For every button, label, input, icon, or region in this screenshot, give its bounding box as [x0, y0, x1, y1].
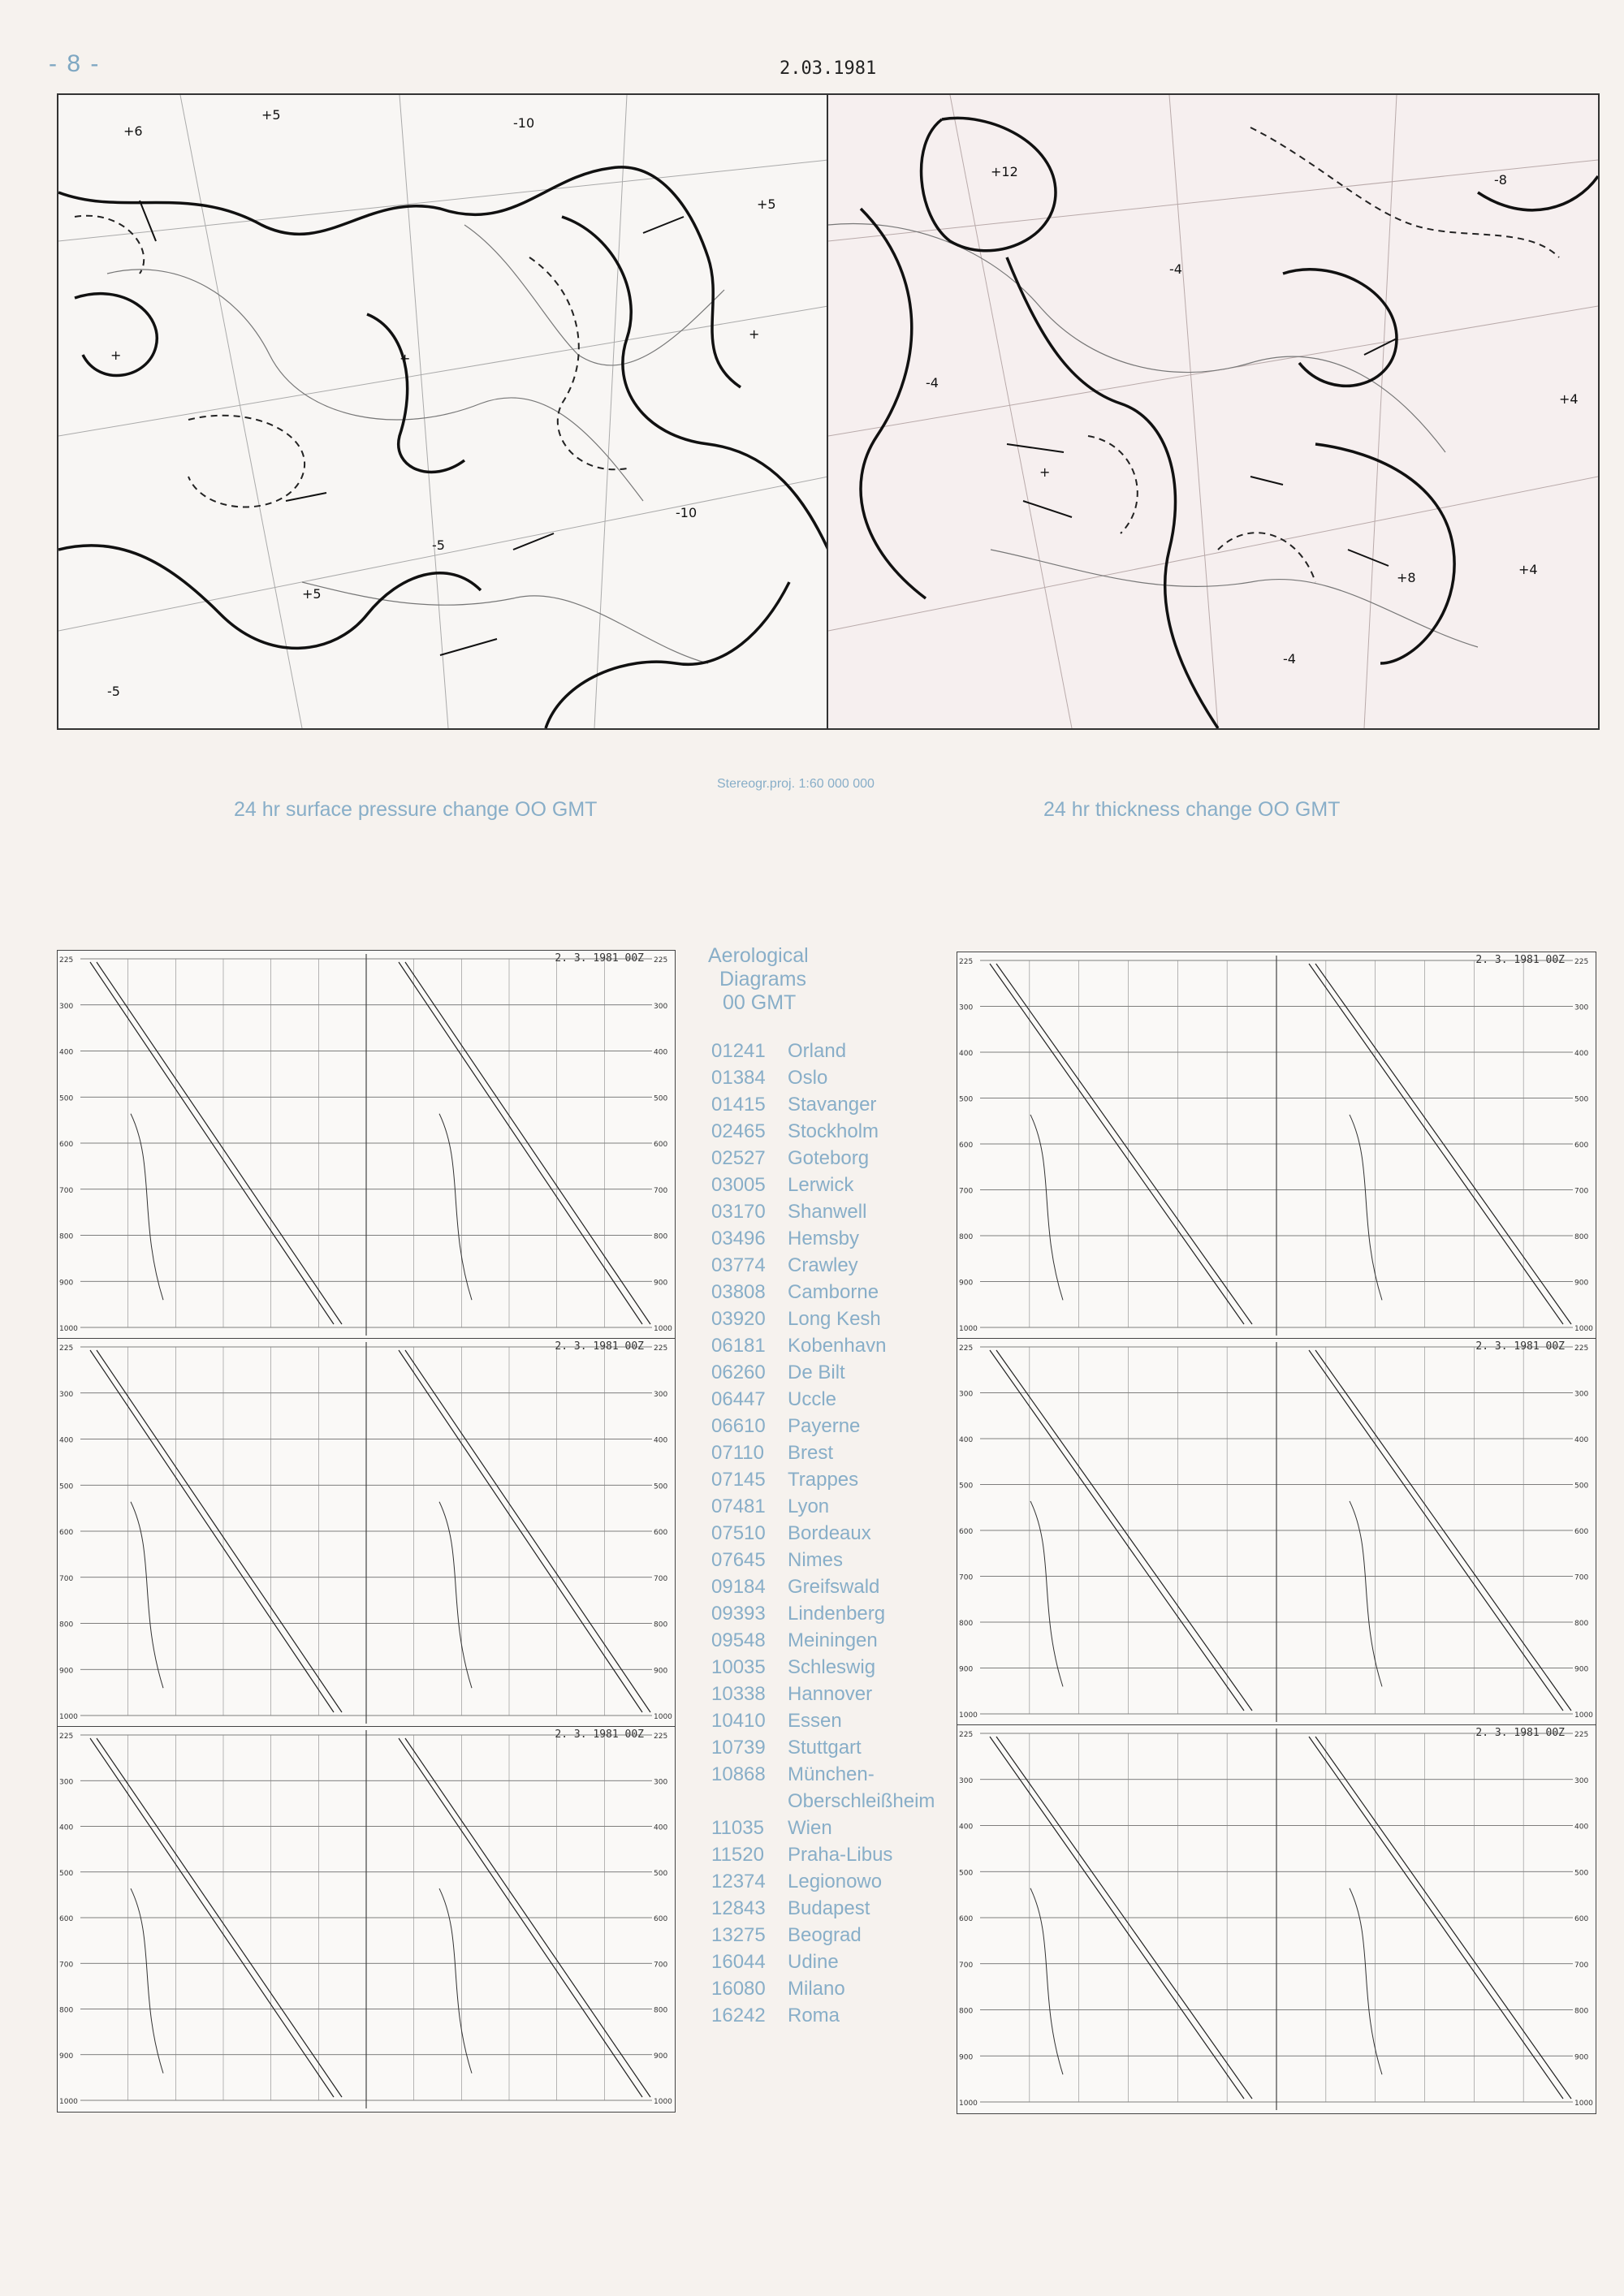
- pressure-level-label: 1000: [59, 2098, 78, 2106]
- station-code: 03170: [711, 1201, 766, 1223]
- svg-text:+4: +4: [1559, 391, 1579, 407]
- station-code: 03808: [711, 1281, 766, 1303]
- station-name: Wien: [788, 1817, 832, 1839]
- pressure-level-label: 400: [59, 1048, 74, 1057]
- dewpoint-curve: [439, 1114, 472, 1300]
- pressure-level-label: 900: [1574, 1665, 1589, 1674]
- station-name: Udine: [788, 1951, 839, 1973]
- station-name: Meiningen: [788, 1629, 878, 1651]
- station-code: 06260: [711, 1362, 766, 1383]
- dewpoint-curve: [131, 1888, 163, 2074]
- svg-text:+12: +12: [991, 164, 1018, 179]
- pressure-level-label: 1000: [959, 1711, 978, 1720]
- station-row: [711, 1547, 955, 1573]
- surface-pressure-caption: 24 hr surface pressure change OO GMT: [234, 798, 598, 821]
- station-code: 03496: [711, 1228, 766, 1249]
- pressure-level-label: 800: [654, 2006, 668, 2015]
- projection-note: Stereogr.proj. 1:60 000 000: [717, 777, 875, 791]
- page-date: 2.03.1981: [780, 58, 877, 79]
- station-code: 09184: [711, 1576, 766, 1598]
- station-row: [711, 1439, 955, 1466]
- pressure-level-label: 225: [654, 1344, 668, 1353]
- svg-text:+4: +4: [1518, 562, 1538, 577]
- pressure-level-label: 600: [1574, 1142, 1589, 1150]
- station-code: 09393: [711, 1603, 766, 1625]
- station-name: Budapest: [788, 1897, 870, 1919]
- pressure-level-label: 700: [1574, 1961, 1589, 1970]
- station-name: Trappes: [788, 1469, 859, 1491]
- pressure-level-label: 1000: [654, 1713, 672, 1721]
- pressure-level-label: 300: [1574, 1003, 1589, 1012]
- station-name: Brest: [788, 1442, 834, 1464]
- station-name: Legionowo: [788, 1871, 883, 1892]
- station-row: [711, 1359, 955, 1386]
- pressure-level-label: 500: [59, 1869, 74, 1878]
- station-code: 12843: [711, 1897, 766, 1919]
- dewpoint-curve: [439, 1888, 472, 2074]
- station-row: [711, 1654, 955, 1681]
- station-name: Greifswald: [788, 1576, 880, 1598]
- station-name: Orland: [788, 1040, 847, 1062]
- pressure-level-label: 600: [1574, 1528, 1589, 1536]
- pressure-level-label: 1000: [59, 1325, 78, 1333]
- station-row: [711, 1493, 955, 1520]
- pressure-level-label: 225: [59, 956, 74, 965]
- station-name: Lyon: [788, 1495, 830, 1517]
- legend-heading-line: Diagrams: [719, 968, 806, 990]
- svg-text:+: +: [1039, 464, 1051, 480]
- station-row: [711, 1895, 955, 1922]
- pressure-level-label: 300: [1574, 1776, 1589, 1785]
- pressure-level-label: 400: [59, 1436, 74, 1445]
- pressure-level-label: 500: [1574, 1095, 1589, 1104]
- station-name: Bordeaux: [788, 1522, 871, 1544]
- pressure-level-label: 400: [654, 1823, 668, 1832]
- dewpoint-curve: [1350, 1888, 1382, 2074]
- pressure-level-label: 900: [59, 1279, 74, 1288]
- thickness-caption: 24 hr thickness change OO GMT: [1043, 798, 1341, 821]
- pressure-level-label: 800: [654, 1232, 668, 1241]
- station-row: [711, 1279, 955, 1306]
- diagram-date-label: 2. 3. 1981 00Z: [1475, 1727, 1565, 1739]
- aerological-diagram-right-3: [957, 1724, 1596, 2114]
- pressure-level-label: 1000: [1574, 1711, 1593, 1720]
- dewpoint-curve: [1350, 1501, 1382, 1686]
- pressure-level-label: 800: [959, 1233, 974, 1241]
- aerological-diagram-left-2: [57, 1338, 676, 1728]
- pressure-level-label: 225: [654, 956, 668, 965]
- pressure-level-label: 900: [1574, 1279, 1589, 1288]
- station-row: [711, 2002, 955, 2029]
- station-name: Camborne: [788, 1281, 879, 1303]
- pressure-level-label: 700: [654, 1574, 668, 1583]
- station-code: 06181: [711, 1335, 766, 1357]
- station-row: [711, 1600, 955, 1627]
- dewpoint-curve: [131, 1502, 163, 1688]
- pressure-level-label: 700: [959, 1961, 974, 1970]
- diagram-date-label: 2. 3. 1981 00Z: [555, 1728, 644, 1741]
- pressure-level-label: 600: [654, 1915, 668, 1923]
- pressure-level-label: 900: [654, 1667, 668, 1676]
- pressure-level-label: 800: [959, 1620, 974, 1628]
- station-row: [711, 1413, 955, 1439]
- pressure-level-label: 900: [654, 2052, 668, 2061]
- pressure-level-label: 500: [959, 1869, 974, 1878]
- pressure-level-label: 700: [59, 1961, 74, 1970]
- station-code: 03005: [711, 1174, 766, 1196]
- pressure-level-label: 500: [1574, 1869, 1589, 1878]
- pressure-level-label: 300: [654, 1002, 668, 1011]
- pressure-level-label: 600: [959, 1142, 974, 1150]
- pressure-level-label: 300: [59, 1002, 74, 1011]
- pressure-level-label: 400: [59, 1823, 74, 1832]
- pressure-level-label: 900: [59, 2052, 74, 2061]
- pressure-level-label: 225: [59, 1733, 74, 1741]
- aerological-diagram-right-2: [957, 1338, 1596, 1726]
- pressure-level-label: 1000: [654, 1325, 672, 1333]
- station-name: Roma: [788, 2005, 840, 2026]
- station-row: [711, 1841, 955, 1868]
- pressure-level-label: 400: [959, 1050, 974, 1058]
- station-list: [711, 1038, 955, 2029]
- aerological-diagram-right-1: [957, 952, 1596, 1340]
- station-code: 09548: [711, 1629, 766, 1651]
- pressure-level-label: 225: [59, 1344, 74, 1353]
- pressure-level-label: 800: [59, 2006, 74, 2015]
- station-code: 06447: [711, 1388, 766, 1410]
- station-code: 07510: [711, 1522, 766, 1544]
- station-row: [711, 1386, 955, 1413]
- pressure-level-label: 800: [1574, 1233, 1589, 1241]
- pressure-level-label: 900: [959, 1279, 974, 1288]
- station-row: [711, 1225, 955, 1252]
- station-code: 07110: [711, 1442, 764, 1464]
- station-code: 16242: [711, 2005, 766, 2026]
- pressure-level-label: 600: [59, 1141, 74, 1149]
- pressure-level-label: 700: [59, 1186, 74, 1195]
- pressure-level-label: 600: [959, 1528, 974, 1536]
- station-row: [711, 1922, 955, 1949]
- station-row: [711, 1172, 955, 1198]
- dewpoint-curve: [1030, 1501, 1063, 1686]
- pressure-level-label: 600: [654, 1141, 668, 1149]
- svg-text:-5: -5: [432, 537, 445, 553]
- pressure-level-label: 600: [59, 1529, 74, 1537]
- pressure-level-label: 300: [959, 1390, 974, 1399]
- diagram-date-label: 2. 3. 1981 00Z: [1475, 1340, 1565, 1353]
- station-name: Beograd: [788, 1924, 862, 1946]
- pressure-level-label: 300: [59, 1778, 74, 1787]
- station-code: 01384: [711, 1067, 766, 1089]
- dewpoint-curve: [1350, 1115, 1382, 1300]
- pressure-level-label: 800: [959, 2007, 974, 2016]
- station-code: 16044: [711, 1951, 766, 1973]
- svg-text:+8: +8: [1397, 570, 1416, 585]
- station-name: Payerne: [788, 1415, 861, 1437]
- station-code: 06610: [711, 1415, 766, 1437]
- svg-text:+: +: [400, 351, 411, 366]
- station-name: Nimes: [788, 1549, 844, 1571]
- svg-text:+5: +5: [302, 586, 322, 602]
- pressure-level-label: 300: [959, 1003, 974, 1012]
- pressure-level-label: 500: [1574, 1482, 1589, 1491]
- station-row: [711, 1734, 955, 1761]
- svg-text:-4: -4: [1283, 651, 1296, 667]
- station-code: 10739: [711, 1737, 766, 1759]
- svg-text:-4: -4: [1169, 261, 1182, 277]
- pressure-level-label: 500: [959, 1095, 974, 1104]
- pressure-level-label: 400: [959, 1823, 974, 1832]
- station-name: Schleswig: [788, 1656, 876, 1678]
- station-name: Uccle: [788, 1388, 837, 1410]
- svg-text:+: +: [749, 326, 760, 342]
- pressure-level-label: 225: [959, 958, 974, 966]
- station-name: Praha-Libus: [788, 1844, 893, 1866]
- pressure-level-label: 500: [959, 1482, 974, 1491]
- pressure-level-label: 400: [1574, 1050, 1589, 1058]
- station-row: [711, 1091, 955, 1118]
- station-row: [711, 1064, 955, 1091]
- page-number: - 8 -: [49, 50, 101, 77]
- pressure-level-label: 800: [654, 1621, 668, 1629]
- station-code: 03920: [711, 1308, 766, 1330]
- pressure-level-label: 700: [1574, 1187, 1589, 1196]
- station-name: Lerwick: [788, 1174, 854, 1196]
- svg-text:-10: -10: [513, 115, 535, 131]
- station-row: [711, 1868, 955, 1895]
- station-code: 07481: [711, 1495, 766, 1517]
- station-name: Long Kesh: [788, 1308, 881, 1330]
- station-code: 07645: [711, 1549, 766, 1571]
- station-name: Crawley: [788, 1254, 858, 1276]
- pressure-level-label: 500: [654, 1869, 668, 1878]
- pressure-level-label: 225: [1574, 1344, 1589, 1353]
- svg-text:-5: -5: [107, 684, 120, 699]
- pressure-level-label: 300: [654, 1778, 668, 1787]
- pressure-level-label: 225: [654, 1733, 668, 1741]
- pressure-level-label: 300: [59, 1390, 74, 1399]
- pressure-level-label: 700: [959, 1573, 974, 1582]
- pressure-level-label: 900: [654, 1279, 668, 1288]
- aerological-diagram-left-1: [57, 950, 676, 1340]
- pressure-level-label: 300: [654, 1390, 668, 1399]
- station-name: Oslo: [788, 1067, 828, 1089]
- pressure-level-label: 700: [59, 1574, 74, 1583]
- pressure-level-label: 400: [654, 1048, 668, 1057]
- station-row: [711, 1975, 955, 2002]
- station-row: [711, 1949, 955, 1975]
- legend-heading: [708, 944, 809, 1015]
- pressure-level-label: 800: [59, 1621, 74, 1629]
- pressure-level-label: 400: [1574, 1823, 1589, 1832]
- pressure-level-label: 1000: [654, 2098, 672, 2106]
- station-row: [711, 1761, 955, 1815]
- station-code: 03774: [711, 1254, 766, 1276]
- pressure-level-label: 800: [1574, 1620, 1589, 1628]
- station-name: De Bilt: [788, 1362, 845, 1383]
- station-row: [711, 1038, 955, 1064]
- pressure-level-label: 800: [59, 1232, 74, 1241]
- svg-text:-10: -10: [676, 505, 698, 520]
- station-code: 02465: [711, 1120, 766, 1142]
- pressure-level-label: 700: [654, 1186, 668, 1195]
- station-name: Kobenhavn: [788, 1335, 887, 1357]
- svg-text:-4: -4: [926, 375, 939, 391]
- thickness-change-map: [827, 93, 1600, 730]
- dewpoint-curve: [1030, 1888, 1063, 2074]
- pressure-level-label: 300: [959, 1776, 974, 1785]
- pressure-level-label: 500: [59, 1094, 74, 1103]
- station-name: Stuttgart: [788, 1737, 862, 1759]
- pressure-level-label: 225: [1574, 958, 1589, 966]
- station-code: 10868: [711, 1763, 766, 1785]
- pressure-level-label: 800: [1574, 2007, 1589, 2016]
- svg-text:+: +: [110, 347, 122, 363]
- pressure-level-label: 700: [1574, 1573, 1589, 1582]
- station-code: 01241: [711, 1040, 766, 1062]
- station-row: [711, 1707, 955, 1734]
- pressure-level-label: 700: [654, 1961, 668, 1970]
- station-row: [711, 1118, 955, 1145]
- station-code: 11035: [711, 1817, 764, 1839]
- pressure-level-label: 600: [1574, 1915, 1589, 1923]
- station-name: München-Oberschleißheim: [788, 1763, 935, 1812]
- pressure-level-label: 1000: [1574, 2100, 1593, 2108]
- diagram-date-label: 2. 3. 1981 00Z: [555, 1340, 644, 1353]
- pressure-level-label: 225: [959, 1344, 974, 1353]
- station-code: 02527: [711, 1147, 766, 1169]
- station-name: Goteborg: [788, 1147, 870, 1169]
- station-row: [711, 1815, 955, 1841]
- station-name: Hemsby: [788, 1228, 860, 1249]
- station-row: [711, 1627, 955, 1654]
- dewpoint-curve: [439, 1502, 472, 1688]
- pressure-level-label: 500: [654, 1482, 668, 1491]
- pressure-level-label: 1000: [959, 1325, 978, 1333]
- station-code: 07145: [711, 1469, 766, 1491]
- station-row: [711, 1306, 955, 1332]
- station-code: 10410: [711, 1710, 766, 1732]
- station-name: Essen: [788, 1710, 842, 1732]
- pressure-level-label: 900: [959, 1665, 974, 1674]
- aerological-diagram-left-3: [57, 1726, 676, 2113]
- legend-heading-line: Aerological: [708, 944, 809, 967]
- pressure-level-label: 1000: [1574, 1325, 1593, 1333]
- pressure-level-label: 600: [59, 1915, 74, 1923]
- pressure-level-label: 400: [1574, 1436, 1589, 1444]
- pressure-level-label: 400: [654, 1436, 668, 1445]
- pressure-level-label: 225: [959, 1731, 974, 1739]
- dewpoint-curve: [131, 1114, 163, 1300]
- station-name: Stavanger: [788, 1094, 877, 1116]
- station-code: 01415: [711, 1094, 766, 1116]
- station-row: [711, 1520, 955, 1547]
- svg-text:+5: +5: [757, 196, 776, 212]
- pressure-level-label: 900: [959, 2053, 974, 2062]
- station-code: 12374: [711, 1871, 766, 1892]
- pressure-level-label: 600: [959, 1915, 974, 1923]
- svg-text:-8: -8: [1494, 172, 1507, 188]
- pressure-level-label: 1000: [959, 2100, 978, 2108]
- pressure-level-label: 900: [1574, 2053, 1589, 2062]
- pressure-level-label: 225: [1574, 1731, 1589, 1739]
- svg-text:+5: +5: [261, 107, 281, 123]
- station-row: [711, 1145, 955, 1172]
- pressure-level-label: 900: [59, 1667, 74, 1676]
- diagram-date-label: 2. 3. 1981 00Z: [555, 952, 644, 965]
- dewpoint-curve: [1030, 1115, 1063, 1300]
- surface-pressure-change-map: [57, 93, 830, 730]
- station-name: Stockholm: [788, 1120, 879, 1142]
- pressure-level-label: 600: [654, 1529, 668, 1537]
- station-code: 10035: [711, 1656, 766, 1678]
- pressure-level-label: 300: [1574, 1390, 1589, 1399]
- diagram-date-label: 2. 3. 1981 00Z: [1475, 954, 1565, 966]
- station-row: [711, 1252, 955, 1279]
- legend-heading-line: 00 GMT: [723, 991, 797, 1014]
- station-name: Hannover: [788, 1683, 873, 1705]
- pressure-level-label: 700: [959, 1187, 974, 1196]
- pressure-level-label: 500: [59, 1482, 74, 1491]
- pressure-level-label: 1000: [59, 1713, 78, 1721]
- pressure-level-label: 500: [654, 1094, 668, 1103]
- station-name: Milano: [788, 1978, 845, 2000]
- station-name: Shanwell: [788, 1201, 867, 1223]
- station-row: [711, 1198, 955, 1225]
- station-code: 13275: [711, 1924, 766, 1946]
- pressure-level-label: 400: [959, 1436, 974, 1444]
- station-name: Lindenberg: [788, 1603, 886, 1625]
- station-code: 16080: [711, 1978, 766, 2000]
- station-row: [711, 1573, 955, 1600]
- station-row: [711, 1466, 955, 1493]
- svg-text:+6: +6: [123, 123, 143, 139]
- station-code: 10338: [711, 1683, 766, 1705]
- station-row: [711, 1681, 955, 1707]
- station-code: 11520: [711, 1844, 764, 1866]
- station-row: [711, 1332, 955, 1359]
